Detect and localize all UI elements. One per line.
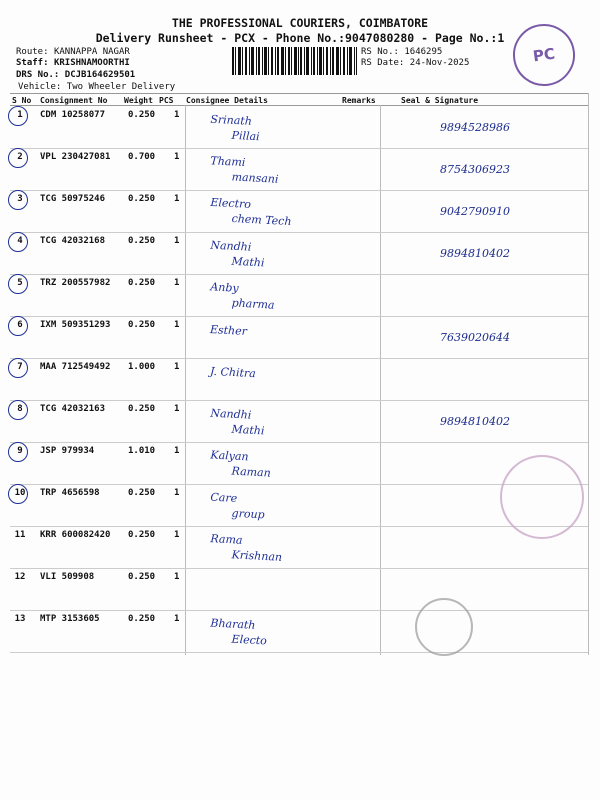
rs-no-value: 1646295 (404, 47, 443, 57)
row-consignment: TRP 4656598 (40, 488, 100, 498)
row-signature: 7639020644 (440, 331, 510, 344)
row-sno: 13 (14, 614, 26, 624)
row-consignee (209, 238, 265, 271)
row-weight: 0.250 (128, 530, 156, 540)
shop-seal (380, 262, 530, 340)
col-signature: Seal & Signature (401, 96, 479, 105)
consignee-line1: Esther (209, 323, 248, 338)
row-consignment: CDM 10258077 (40, 110, 106, 120)
row-weight: 0.250 (128, 110, 156, 120)
consignee-line2: Raman (231, 464, 272, 480)
table-row (10, 611, 588, 653)
consignee-line2: group (231, 506, 265, 522)
sno-circle (8, 274, 28, 294)
staff-line (16, 58, 130, 68)
sno-circle (8, 190, 28, 210)
row-consignment: VLI 509908 (40, 572, 95, 582)
row-consignee (209, 153, 279, 187)
row-consignee (209, 490, 266, 523)
consignee-line2: Krishnan (231, 548, 283, 564)
consignee-line1: J. Chitra (209, 364, 257, 381)
row-pcs: 1 (174, 152, 180, 162)
header-top-rule (10, 93, 588, 94)
row-consignment: TRZ 200557982 (40, 278, 111, 288)
sno-circle (8, 358, 28, 378)
consignee-line1 (210, 574, 232, 575)
row-consignment: JSP 979934 (40, 446, 95, 456)
company-title: THE PROFESSIONAL COURIERS, COIMBATORE (171, 16, 429, 30)
row-consignment: MAA 712549492 (40, 362, 111, 372)
consignee-line1: Nandhi (210, 238, 252, 254)
route-line (16, 47, 130, 57)
row-consignee (209, 616, 268, 649)
vehicle-label: Vehicle: (18, 82, 62, 92)
round-seal (500, 455, 584, 539)
col-remarks: Remarks (342, 96, 376, 105)
row-consignee (209, 406, 265, 439)
row-weight: 0.250 (128, 404, 156, 414)
col-consignment: Consignment No (40, 96, 108, 105)
vehicle-line (18, 82, 175, 92)
row-pcs: 1 (174, 530, 180, 540)
col-divider (588, 93, 589, 655)
rs-no-line (361, 47, 442, 57)
row-consignment: KRR 600082420 (40, 530, 111, 540)
row-consignee (209, 112, 261, 145)
vehicle-value: Two Wheeler Delivery (66, 82, 176, 92)
row-rule (10, 652, 588, 653)
drs-label: DRS No.: (16, 70, 60, 80)
row-pcs: 1 (174, 614, 180, 624)
row-sno: 5 (17, 278, 23, 288)
barcode-image (232, 47, 357, 75)
row-weight: 0.250 (128, 320, 156, 330)
row-signature: 9894810402 (440, 247, 510, 260)
rs-date-line (361, 58, 469, 68)
consignee-line1: Bharath (210, 616, 256, 632)
consignee-line2: Mathi (231, 422, 265, 438)
drs-line (16, 70, 135, 80)
col-pcs: PCS (159, 96, 174, 105)
sno-circle (8, 148, 28, 168)
staff-value: KRISHNAMOORTHI (53, 58, 130, 68)
sno-circle (8, 232, 28, 252)
staff-label: Staff: (16, 58, 49, 68)
row-sno: 3 (17, 194, 23, 204)
row-pcs: 1 (174, 446, 180, 456)
row-weight: 1.010 (128, 446, 156, 456)
rs-no-label: RS No.: (361, 47, 399, 57)
row-pcs: 1 (174, 320, 180, 330)
row-sno: 2 (17, 152, 23, 162)
row-sno: 12 (14, 572, 26, 582)
row-pcs: 1 (174, 110, 180, 120)
table-row (10, 569, 588, 611)
row-sno: 8 (17, 404, 23, 414)
rs-date-value: 24-Nov-2025 (409, 58, 470, 68)
row-pcs: 1 (174, 194, 180, 204)
row-weight: 1.000 (128, 362, 156, 372)
consignee-line1: Nandhi (210, 406, 252, 422)
drs-value: DCJB164629501 (64, 70, 136, 80)
consignee-line1: Care (210, 490, 238, 505)
row-weight: 0.250 (128, 236, 156, 246)
header-bottom-rule (10, 105, 588, 106)
row-consignment: TCG 50975246 (40, 194, 106, 204)
consignee-line2: Mathi (231, 254, 265, 270)
row-pcs: 1 (174, 278, 180, 288)
row-pcs: 1 (174, 236, 180, 246)
row-weight: 0.250 (128, 488, 156, 498)
row-pcs: 1 (174, 488, 180, 498)
row-signature: 8754306923 (440, 163, 510, 176)
sno-circle (8, 484, 28, 504)
col-weight: Weight (124, 96, 153, 105)
row-weight: 0.700 (128, 152, 156, 162)
sno-circle (8, 442, 28, 462)
col-sno: S No (12, 96, 32, 105)
row-consignee (210, 364, 257, 381)
table-row (10, 149, 588, 191)
row-consignment: VPL 230427081 (40, 152, 111, 162)
row-consignee (209, 195, 292, 229)
row-pcs: 1 (174, 404, 180, 414)
route-value: KANNAPPA NAGAR (53, 47, 130, 57)
table-row (10, 191, 588, 233)
row-consignment: MTP 3153605 (40, 614, 100, 624)
row-sno: 11 (14, 530, 26, 540)
runsheet-subtitle: Delivery Runsheet - PCX - Phone No.:9047080280 - Page No.:1 (95, 31, 505, 45)
row-sno: 9 (17, 446, 23, 456)
row-consignment: IXM 509351293 (40, 320, 111, 330)
consignee-line1: Kalyan (210, 448, 249, 464)
row-weight: 0.250 (128, 614, 156, 624)
route-label: Route: (16, 47, 49, 57)
consignee-line1: Electro (210, 195, 252, 211)
row-sno: 4 (17, 236, 23, 246)
rs-date-label: RS Date: (361, 58, 405, 68)
consignee-line2: Pillai (231, 128, 260, 144)
row-consignment: TCG 42032163 (40, 404, 106, 414)
row-weight: 0.250 (128, 278, 156, 288)
row-consignee (210, 574, 232, 575)
consignee-line2 (210, 574, 232, 575)
sno-circle (8, 106, 28, 126)
row-consignee (209, 279, 275, 312)
row-signature: 9894810402 (440, 415, 510, 428)
row-weight: 0.250 (128, 572, 156, 582)
row-signature: 9042790910 (440, 205, 510, 218)
row-sno: 7 (17, 362, 23, 372)
consignee-line1: Rama (210, 532, 243, 547)
row-consignee (209, 531, 283, 565)
sno-circle (8, 316, 28, 336)
table-row (10, 359, 588, 401)
row-signature: 9894528986 (440, 121, 510, 134)
row-sno: 10 (14, 488, 26, 498)
pc-stamp: PC (509, 20, 579, 90)
consignee-line2: chem Tech (231, 212, 292, 229)
row-sno: 6 (17, 320, 23, 330)
table-row (10, 527, 588, 569)
consignee-line1: Thami (210, 154, 246, 170)
consignee-line2: pharma (231, 296, 275, 312)
round-seal (415, 598, 473, 656)
row-weight: 0.250 (128, 194, 156, 204)
row-pcs: 1 (174, 362, 180, 372)
row-consignee (209, 447, 272, 480)
row-consignment: TCG 42032168 (40, 236, 106, 246)
table-row (10, 107, 588, 149)
row-consignee (210, 322, 248, 339)
col-consignee: Consignee Details (186, 96, 268, 105)
consignee-line2: Electo (231, 632, 268, 648)
consignee-line1: Srinath (210, 112, 253, 128)
sno-circle (8, 400, 28, 420)
row-pcs: 1 (174, 572, 180, 582)
table-row (10, 443, 588, 485)
table-row (10, 401, 588, 443)
consignee-line2: mansani (231, 170, 279, 186)
row-sno: 1 (17, 110, 23, 120)
consignee-line1: Anby (210, 280, 240, 295)
